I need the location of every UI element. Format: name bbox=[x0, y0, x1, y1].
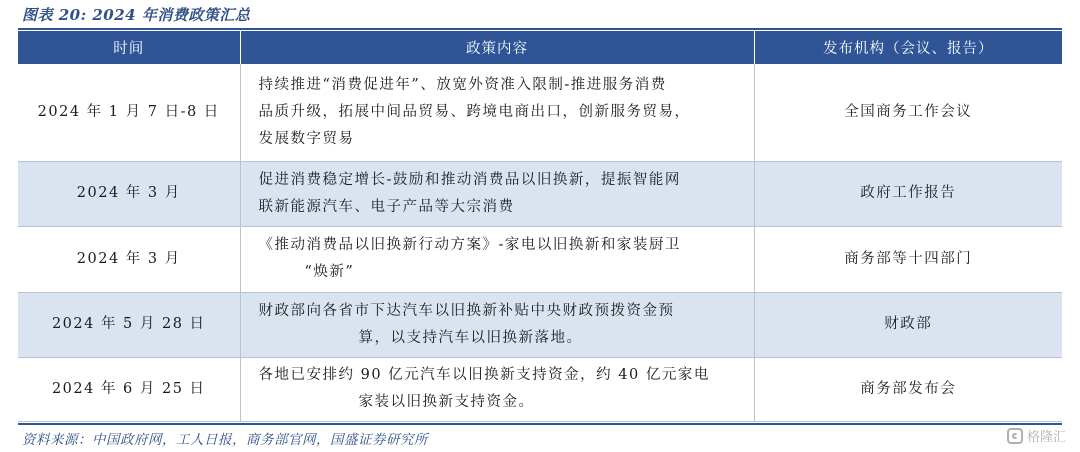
content-line: 各地已安排约 90 亿元汽车以旧换新支持资金，约 40 亿元家电 bbox=[258, 367, 710, 383]
content-line: 算，以支持汽车以旧换新落地。 bbox=[358, 329, 583, 346]
cell-content bbox=[240, 357, 754, 421]
cell-org: 商务部等十四部门 bbox=[754, 226, 1062, 292]
content-line: 联新能源汽车、电子产品等大宗消费 bbox=[258, 198, 515, 215]
content-line: 《推动消费品以旧换新行动方案》-家电以旧换新和家装厨卫 bbox=[258, 237, 681, 253]
table-header-row bbox=[18, 31, 1062, 64]
policy-table bbox=[18, 31, 1062, 422]
content-line: “焕新” bbox=[304, 264, 355, 280]
watermark-text: 格隆汇 bbox=[1026, 430, 1066, 445]
content-line: 财政部向各省市下达汽车以旧换新补贴中央财政预拨资金预 bbox=[258, 302, 675, 319]
cell-time: 2024 年 5 月 28 日 bbox=[18, 292, 240, 357]
top-rule bbox=[18, 28, 1062, 30]
cell-time: 2024 年 3 月 bbox=[18, 226, 240, 292]
content-line: 促进消费稳定增长-鼓励和推动消费品以旧换新，提振智能网 bbox=[258, 171, 681, 188]
header-time: 时间 bbox=[18, 31, 240, 64]
cell-time: 2024 年 6 月 25 日 bbox=[18, 357, 240, 421]
header-org: 发布机构（会议、报告） bbox=[754, 31, 1062, 64]
watermark bbox=[1007, 426, 1066, 445]
cell-content bbox=[240, 161, 754, 226]
cell-org: 财政部 bbox=[754, 292, 1062, 357]
content-line: 发展数字贸易 bbox=[258, 130, 355, 147]
header-content: 政策内容 bbox=[240, 31, 754, 64]
table-row bbox=[18, 226, 1062, 292]
table-caption: 图表 20: 2024 年消费政策汇总 bbox=[22, 6, 251, 24]
table-row bbox=[18, 161, 1062, 226]
cell-time: 2024 年 1 月 7 日-8 日 bbox=[18, 64, 240, 161]
table-row bbox=[18, 64, 1062, 161]
cell-content bbox=[240, 64, 754, 161]
cell-org: 全国商务工作会议 bbox=[754, 64, 1062, 161]
content-line: 家装以旧换新支持资金。 bbox=[358, 394, 535, 410]
content-line: 品质升级，拓展中间品贸易、跨境电商出口，创新服务贸易， bbox=[258, 103, 691, 120]
cell-time: 2024 年 3 月 bbox=[18, 161, 240, 226]
cell-org: 政府工作报告 bbox=[754, 161, 1062, 226]
source-note: 资料来源：中国政府网，工人日报，商务部官网，国盛证券研究所 bbox=[22, 432, 428, 448]
cell-content bbox=[240, 226, 754, 292]
cell-content bbox=[240, 292, 754, 357]
watermark-logo-icon bbox=[1007, 428, 1023, 444]
cell-org: 商务部发布会 bbox=[754, 357, 1062, 421]
content-line: 持续推进“消费促进年”、放宽外资准入限制-推进服务消费 bbox=[258, 76, 667, 93]
bottom-rule bbox=[18, 423, 1062, 425]
table-row bbox=[18, 292, 1062, 357]
table-row bbox=[18, 357, 1062, 421]
